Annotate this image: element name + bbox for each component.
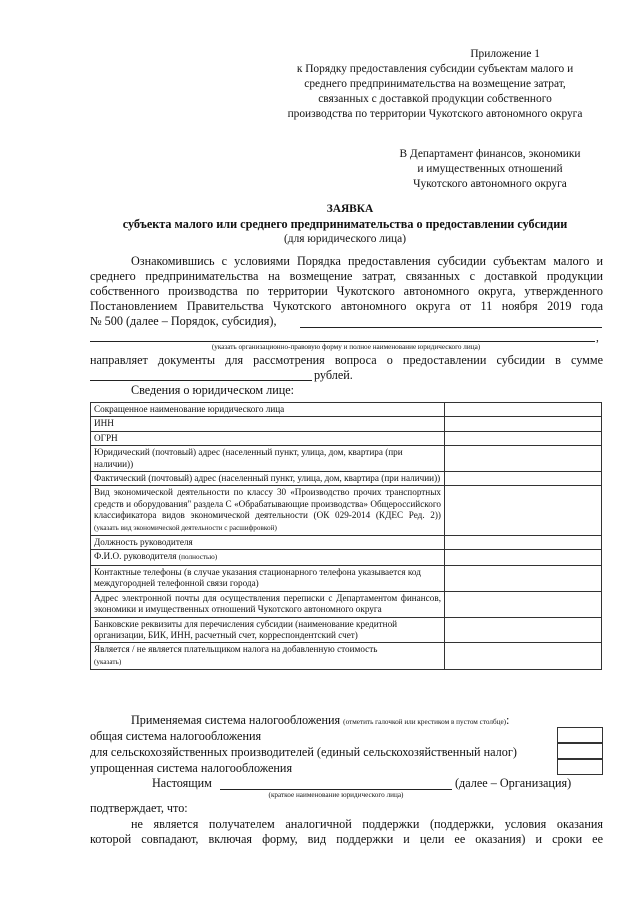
intro-line: Постановлением Правительства Чукотского автономного округа от 11 ноября 2019 года <box>90 299 603 313</box>
addressee-line: В Департамент финансов, экономики <box>399 148 581 160</box>
comma: , <box>596 332 599 344</box>
value-cell[interactable] <box>445 403 602 417</box>
row-label: Фактический (почтовый) адрес (населенный пункт, улица, дом, квартира (при наличии)) <box>94 473 441 484</box>
org-short-name-field[interactable] <box>220 789 452 790</box>
table-row <box>91 536 602 550</box>
table-row <box>91 643 602 670</box>
value-cell[interactable] <box>445 446 602 472</box>
appendix-line: производства по территории Чукотского автономного округа <box>287 108 583 120</box>
confirm-line: которой совпадают, включая форму, вид поддержки и цели ее оказания) и сроки ее <box>90 832 603 846</box>
table-row <box>91 431 602 445</box>
value-cell[interactable] <box>445 565 602 591</box>
addressee-line: и имущественных отношений <box>417 163 563 175</box>
table-row <box>91 403 602 417</box>
value-cell[interactable] <box>445 486 602 536</box>
company-info-table <box>90 402 602 670</box>
tax-heading-text: Применяемая система налогообложения <box>131 713 341 727</box>
intro-line: среднего предпринимательства на возмещение затрат, связанных с доставкой продукции <box>90 269 603 283</box>
table-row <box>91 617 602 643</box>
form-type-note: (для юридического лица) <box>284 233 406 245</box>
confirm-line: не является получателем аналогичной поддержки (поддержки, условия оказания <box>131 817 603 831</box>
row-label: Должность руководителя <box>94 537 193 548</box>
table-row <box>91 417 602 431</box>
confirm-prefix: Настоящим <box>152 776 212 790</box>
row-label: Контактные телефоны (в случае указания стационарного телефона указывается код междугородней телефонной связи города) <box>94 566 421 589</box>
row-label: Сокращенное наименование юридического лица <box>94 404 285 414</box>
appendix-line: среднего предпринимательства на возмещение затрат, <box>304 78 566 90</box>
tax-heading-note: (отметить галочкой или крестиком в пустом столбце) <box>343 718 507 726</box>
appendix-title: Приложение 1 <box>470 48 540 60</box>
rubles-label: рублей. <box>314 368 353 382</box>
row-label: Банковские реквизиты для перечисления субсидии (наименование кредитной организации, БИК, ИНН, расчетный счет, корреспондентский счет) <box>94 618 398 640</box>
intro-line: собственного производства по территории Чукотского автономного округа, утвержденного <box>90 284 603 298</box>
row-label: Является / не является плательщиком налога на добавленную стоимость <box>94 644 378 655</box>
row-note: (указать) <box>94 657 122 666</box>
row-label: Вид экономической деятельности по классу 30 «Производство прочих транспортных средств и оборудования" раздела С «Обрабатывающие производства» Общероссийского классификатора видов экономической деятельности (ОК 029-2014 (КДЕС Ред. 2)) <box>94 487 441 521</box>
value-cell[interactable] <box>445 643 602 670</box>
appendix-line: связанных с доставкой продукции собственного <box>318 93 552 105</box>
org-short-name-hint: (краткое наименование юридического лица) <box>268 791 404 799</box>
table-row <box>91 591 602 617</box>
row-note: (полностью) <box>178 553 218 562</box>
row-label: ОГРН <box>94 432 118 443</box>
value-cell[interactable] <box>445 417 602 431</box>
confirms-label: подтверждает, что: <box>90 801 188 815</box>
tax-option-checkbox-agricultural[interactable] <box>557 743 603 759</box>
org-name-field[interactable] <box>300 327 602 328</box>
row-label: Ф.И.О. руководителя <box>94 551 177 562</box>
table-row <box>91 550 602 565</box>
tax-option-label: общая система налогообложения <box>90 729 262 743</box>
value-cell[interactable] <box>445 431 602 445</box>
sends-line: направляет документы для рассмотрения вопроса о предоставлении субсидии в сумме <box>90 353 603 367</box>
intro-last-line: № 500 (далее – Порядок, субсидия), <box>90 314 277 328</box>
intro-line: Ознакомившись с условиями Порядка предоставления субсидии субъектам малого и <box>131 254 603 268</box>
table-row <box>91 565 602 591</box>
amount-field[interactable] <box>90 380 312 381</box>
org-name-hint: (указать организационно-правовую форму и полное наименование юридического лица) <box>211 343 481 351</box>
value-cell[interactable] <box>445 536 602 550</box>
addressee-line: Чукотского автономного округа <box>413 178 567 190</box>
value-cell[interactable] <box>445 550 602 565</box>
tax-option-label: для сельскохозяйственных производителей (единый сельскохозяйственный налог) <box>90 745 517 759</box>
value-cell[interactable] <box>445 617 602 643</box>
tax-option-checkbox-simplified[interactable] <box>557 759 603 775</box>
table-row <box>91 446 602 472</box>
form-title: ЗАЯВКА <box>326 203 374 215</box>
appendix-line: к Порядку предоставления субсидии субъектам малого и <box>296 63 574 75</box>
org-name-field-line2[interactable] <box>90 341 595 342</box>
value-cell[interactable] <box>445 591 602 617</box>
row-label: Адрес электронной почты для осуществления переписки с Департаментом финансов, экономики и имущественных отношений Чукотского автономного округа <box>94 592 441 615</box>
value-cell[interactable] <box>445 472 602 486</box>
row-label: Юридический (почтовый) адрес (населенный пункт, улица, дом, квартира (при наличии)) <box>94 447 403 469</box>
tax-heading <box>131 713 509 730</box>
tax-heading-colon: : <box>506 713 510 727</box>
table-row <box>91 472 602 486</box>
tax-option-checkbox-general[interactable] <box>557 727 603 743</box>
info-caption: Сведения о юридическом лице: <box>131 383 295 397</box>
confirm-suffix: (далее – Организация) <box>455 776 572 790</box>
table-row <box>91 486 602 536</box>
form-subtitle: субъекта малого или среднего предпринимательства о предоставлении субсидии <box>122 217 568 231</box>
tax-option-label: упрощенная система налогообложения <box>90 761 293 775</box>
row-note: (указать вид экономической деятельности с расшифровкой) <box>94 523 277 532</box>
row-label: ИНН <box>94 418 114 429</box>
